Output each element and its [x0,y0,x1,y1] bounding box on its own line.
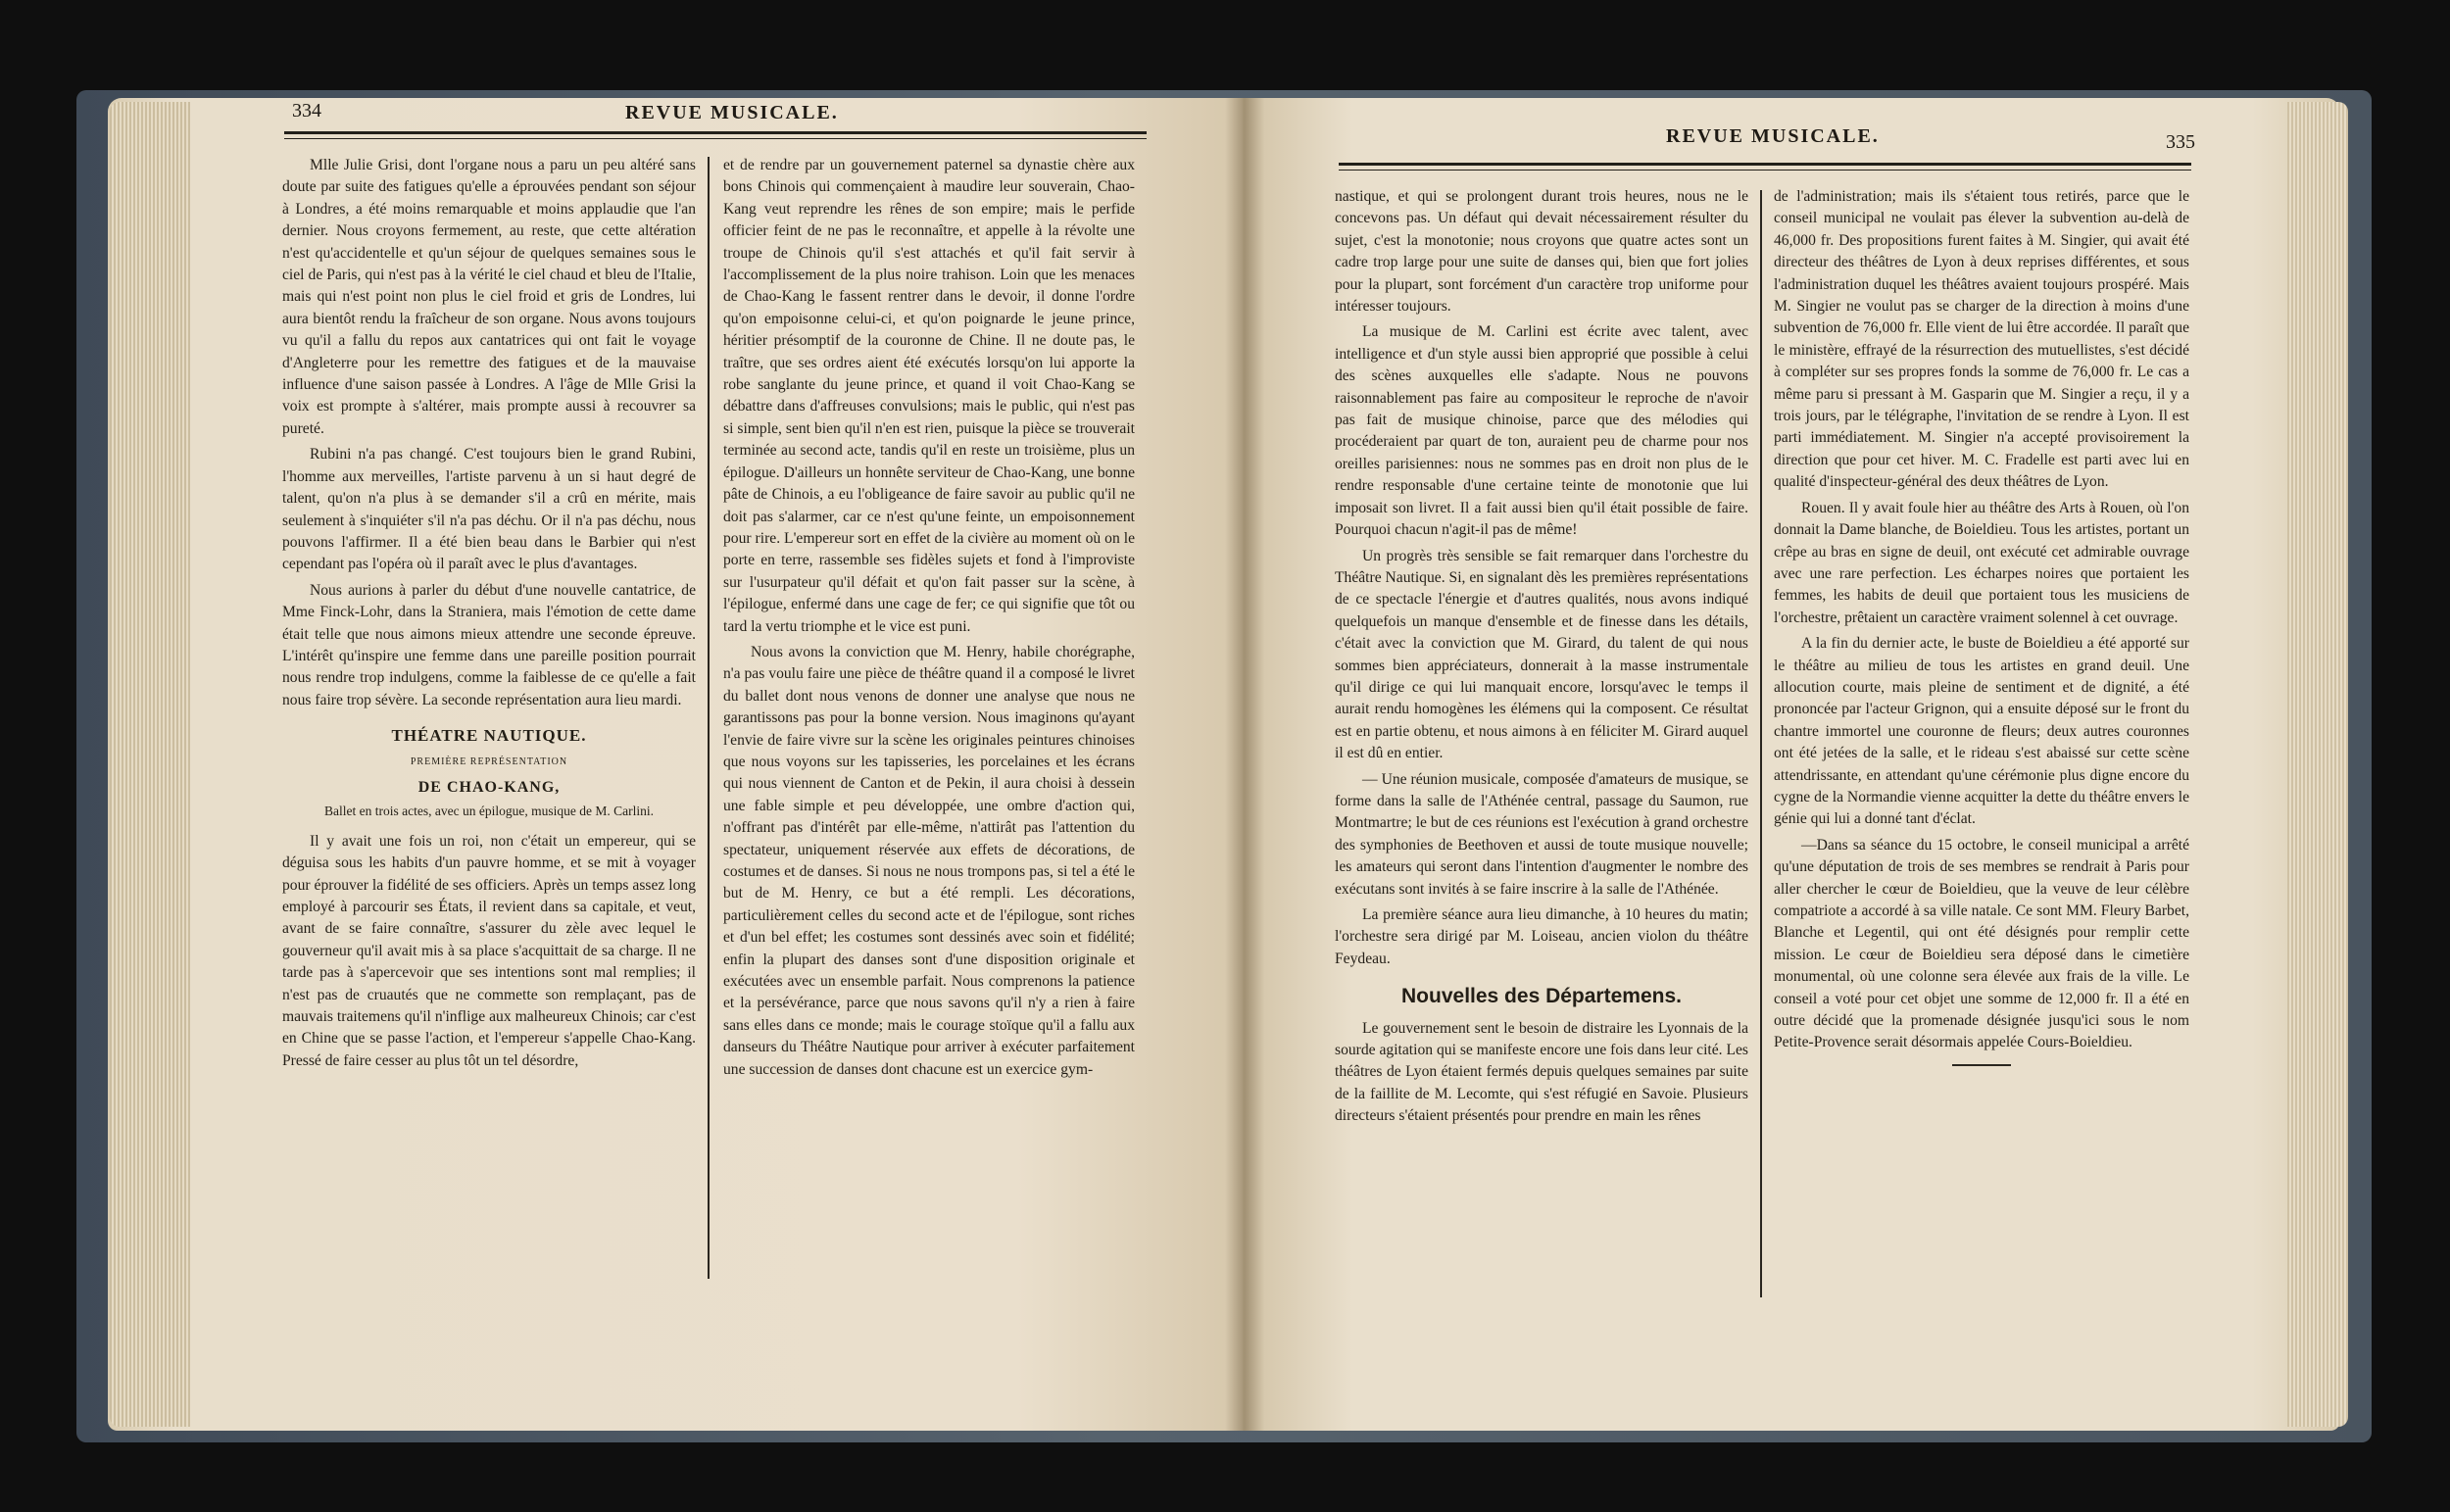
header-rule-left-thin [284,138,1147,139]
paragraph: La première séance aura lieu dimanche, à 10 heures du matin; l'orchestre sera dirigé par M. Loiseau, ancien violon du théâtre Feydeau. [1335,906,1748,967]
end-rule [1952,1064,2011,1066]
column-divider-right [1760,190,1762,1297]
department-news-title: Nouvelles des Départemens. [1401,985,1682,1008]
left-page-edges [110,102,190,1427]
paragraph: Nous aurions à parler du début d'une nouvelle cantatrice, de Mme Finck-Lohr, dans la Straniera, mais l'émotion de cette dame était telle que nous aimons mieux attendre une seconde épreuve. L'intérêt qu'inspire une femme dans une pareille position pourrait nous rendre trop indulgens, comme la faiblesse de ce qu'elle a fait nous faire trop sévère. La seconde représentation aura lieu mardi. [282,581,696,708]
paragraph: Rouen. Il y avait foule hier au théâtre des Arts à Rouen, où l'on donnait la Dame blanche, de Boieldieu. Tous les artistes, portant un crêpe au bras en signe de deuil, ont exécuté cet admirable ouvrage avec une rare perfection. Les écharpes noires que portaient les femmes, les habits de deuil que portaient tous les musiciens de l'orchestre, prêtaient un caractère vraiment solennel à cet ouvrage. [1774,499,2189,626]
running-header-right: REVUE MUSICALE. [1666,125,1880,147]
right-page-edges [2287,102,2348,1427]
section-credit: Ballet en trois actes, avec un épilogue, musique de M. Carlini. [324,804,654,819]
page-number-left: 334 [292,100,321,122]
paragraph: Rubini n'a pas changé. C'est toujours bien le grand Rubini, l'homme aux merveilles, l'artiste parvenu à un si haut degré de talent, qu'on n'a plus à se demander s'il a crû en mérite, mais seulement à s'inquiéter s'il n'a pas déchu. Or il n'a pas déchu, nous pouvons l'affirmer. Il a été bien beau dans le Barbier qui n'est cependant pas l'opéra où il paraît avec le plus d'avantages. [282,446,696,573]
right-page-column-1 [1335,186,1748,1298]
running-header-left: REVUE MUSICALE. [625,102,839,123]
section-subtitle: PREMIÈRE REPRÉSENTATION [410,756,568,767]
paragraph: Nous avons la conviction que M. Henry, habile chorégraphe, n'a pas voulu faire une pièce de théâtre quand il a composé le livret du ballet dont nous venons de donner une analyse que nous ne garantissons pas pour la bonne version. Nous imaginons qu'ayant l'envie de faire vivre sur la scène les originales peintures chinoises que nous voyons sur les tapisseries, les porcelaines et les écrans qui nous viennent de Canton et de Pekin, il aura choisi à dessein une fable simple et peu développée, une ombre d'action qui, n'offrant pas d'intérêt par elle-même, n'attirât pas l'attention du spectateur, uniquement réservée aux effets de décorations, de costumes et de danses. Si nous ne nous trompons pas, si tel a été le but de M. Henry, ce but a été rempli. Les décorations, particulièrement celles du second acte et de l'épilogue, sont riches et d'un bel effet; les costumes sont dessinés avec soin et fidélité; enfin la plupart des danses sont d'une disposition originale et exécutées avec un ensemble parfait. Nous comprenons la patience et la persévérance, parce que nous savons qu'il n'y a rien à faire sans elles dans ce monde; mais le courage stoïque qu'il a fallu aux danseurs du Théâtre Nautique pour arriver à exécuter parfaitement une succession de danses dont chacune est un exercice gym- [723,643,1135,1078]
paragraph: Le gouvernement sent le besoin de distraire les Lyonnais de la sourde agitation qui se manifeste encore une fois dans leur cité. Les théâtres de Lyon étaient fermés depuis quelques semaines par suite de la faillite de M. Lecomte, qui s'est réfugié en Savoie. Plusieurs directeurs s'étaient présentés pour prendre en main les rênes [1335,1019,1748,1125]
header-rule-left [284,131,1147,134]
book-gutter [1225,98,1264,1431]
paragraph: Un progrès très sensible se fait remarquer dans l'orchestre du Théâtre Nautique. Si, en signalant dès les premières représentations de ce spectacle l'énergie et d'autres qualités, nous avons indiqué quelquefois un manque d'ensemble et de finesse dans les détails, c'était avec la conviction que M. Girard, du talent de qui nous sommes bien appréciateurs, donnerait à la masse instrumentale qu'il dirige ce qui lui manquait encore, lorsqu'avec le temps il aurait rendu homogènes les élémens qui la composent. Ce résultat est en partie obtenu, et nous aimons à en féliciter M. Girard auquel il est dû en entier. [1335,547,1748,762]
header-rule-right-thin [1339,170,2191,171]
right-page-column-2 [1774,186,2189,1298]
section-title: THÉATRE NAUTIQUE. [391,726,587,746]
left-page-column-2 [723,155,1135,1272]
paragraph: Il y avait une fois un roi, non c'était un empereur, qui se déguisa sous les habits d'un pauvre homme, et se mit à voyager pour éprouver la fidélité de ses officiers. Après un temps assez long employé à parcourir ses États, il revient dans sa capitale, et veut, avant de se faire connaître, s'assurer du zèle avec lequel le gouverneur qu'il avait mis à sa place s'acquittait de sa charge. Il ne tarde pas à s'apercevoir que ses intentions sont mal remplies; il n'est pas de cruautés que ne commette son remplaçant, pas de mauvais traitemens qu'il n'inflige aux malheureux Chinois; car c'est en Chine que se passe l'action, et l'empereur s'appelle Chao-Kang. Pressé de faire cesser au plus tôt un tel désordre, [282,832,696,1069]
paragraph: — Une réunion musicale, composée d'amateurs de musique, se forme dans la salle de l'Athénée central, passage du Saumon, rue Montmartre; le but de ces réunions est l'exécution à grand orchestre des symphonies de Beethoven et aussi de toute musique nouvelle; les amateurs qui seront dans l'intention d'augmenter le nombre des exécutans sont invités à se faire inscrire à la salle de l'Athénée. [1335,770,1748,898]
left-page-column-1 [282,155,696,1272]
paragraph: A la fin du dernier acte, le buste de Boieldieu a été apporté sur le théâtre au milieu de tous les artistes en grand deuil. Une allocution courte, mais pleine de sentiment et de dignité, a été prononcée par l'acteur Grignon, qui a ensuite déposé sur le front du chantre immortel une couronne de fleurs; deux autres couronnes ont été jetées de la salle, et le rideau s'est abaissé sur cette scène attendrissante, en attendant qu'une cérémonie plus digne encore du cygne de la Normandie vienne acquitter la dette du théâtre envers le génie qui lui a donné tant d'éclat. [1774,635,2189,828]
paragraph: de l'administration; mais ils s'étaient tous retirés, parce que le conseil municipal ne voulait pas élever la subvention au-delà de 46,000 fr. Des propositions furent faites à M. Singier, qui avait été directeur des théâtres de Lyon à deux reprises différentes, et sous l'administration duquel les théâtres avaient toujours prospéré. Mais M. Singier ne voulut pas se charger de la direction à moins d'une subvention de 76,000 fr. Elle vient de lui être accordée. Il paraît que le ministère, effrayé de la résurrection des mutuellistes, s'est décidé à compléter sur ses propres fonds la somme de 76,000 fr. Le cas a même paru si pressant à M. Gasparin que M. Singier a reçu, il y a trois jours, par le télégraphe, l'invitation de se rendre à Lyon. Il est parti immédiatement. M. Singier n'a accepté provisoirement la direction que pour cet hiver. M. C. Fradelle est parti avec lui en qualité d'inspecteur-général des deux théâtres de Lyon. [1774,188,2189,491]
page-number-right: 335 [2166,131,2195,153]
paragraph: —Dans sa séance du 15 octobre, le conseil municipal a arrêté qu'une députation de trois de ses membres se rendrait à Paris pour aller chercher le cœur de Boieldieu, que la veuve de leur célèbre compatriote a accordé à sa ville natale. Ce sont MM. Fleury Barbet, Blanche et Legentil, qui ont été désignés pour remplir cette mission. Le cœur de Boieldieu sera déposé dans le cimetière monumental, où une colonne sera élevée aux frais de la ville. Le conseil a voté pour cet objet une somme de 12,000 fr. Il a été en outre décidé que la promenade désignée jusqu'ici sous le nom Petite-Provence serait désormais appelée Cours-Boieldieu. [1774,836,2189,1051]
header-rule-right [1339,163,2191,166]
section-heading: DE CHAO-KANG, [417,778,561,796]
paragraph: La musique de M. Carlini est écrite avec talent, avec intelligence et d'un style aussi bien approprié que possible à celui des scènes auxquelles elle s'adapte. Nous ne pouvons raisonnablement pas faire au compositeur le reproche de n'avoir pas fait de musique chinoise, parce que des mélodies qui procéderaient par quart de ton, auraient peu de charme pour nos oreilles parisiennes: nous ne sommes pas en droit non plus de le rendre responsable d'une certaine teinte de monotonie que lui imposait son livret. Il a fait aussi bien qu'il était possible de faire. Pourquoi chacun n'agit-il pas de même! [1335,323,1748,539]
paragraph: et de rendre par un gouvernement paternel sa dynastie chère aux bons Chinois qui commençaient à maudire leur souverain, Chao-Kang veut reprendre les rênes de son empire; mais le perfide officier feint de ne pas le reconnaître, et appelle à la révolte une troupe de Chinois qu'il s'est attachés et qu'il fait servir à l'accomplissement de la plus noire trahison. Loin que les menaces de Chao-Kang le fassent rentrer dans le devoir, il donne l'ordre qu'on empoisonne celui-ci, et qu'on poignarde le jeune prince, héritier présomptif de la couronne de Chine. Il ne doute pas, le traître, que ses ordres aient été exécutés lorsqu'on lui apporte la robe sanglante du jeune prince, et quand il voit Chao-Kang se débattre dans d'affreuses convulsions; mais le public, qui n'est pas si simple, sent bien qu'il n'en est rien, puisque la pièce se trouverait terminée au second acte, tandis qu'il en reste un troisième, plus un épilogue. D'ailleurs un honnête serviteur de Chao-Kang, une bonne pâte de Chinois, a eu l'obligeance de faire savoir au public qu'il ne doit pas s'alarmer, car ce n'est qu'une feinte, un empoisonnement pour rire. L'empereur sort en effet de la civière au moment où on le porte en terre, rassemble ses fidèles sujets et fond à l'improviste sur l'usurpateur qu'il défait et qu'on fait passer sur la scène, à l'épilogue, enfermé dans une cage de fer; ce qui signifie que tôt ou tard la vertu triomphe et le vice est puni. [723,157,1135,635]
paragraph: Mlle Julie Grisi, dont l'organe nous a paru un peu altéré sans doute par suite des fatigues qu'elle a éprouvées pendant son séjour à Londres, a été moins remarquable et moins applaudie que l'an dernier. Nous croyons fermement, au reste, que cette altération n'est qu'accidentelle et qu'un séjour de quelques semaines sous le ciel de Paris, qui n'est pas à la vérité le ciel chaud et bleu de l'Italie, mais qui n'est point non plus le ciel froid et gris de Londres, lui aura bientôt rendu la fraîcheur de son organe. Nous avons toujours vu qu'il a fallu du repos aux cantatrices qui ont fait le voyage d'Angleterre pour les remettre des fatigues et de la mauvaise influence d'une saison passée à Londres. A l'âge de Mlle Grisi la voix est prompte à s'altérer, mais prompte aussi à recouvrer sa pureté. [282,157,696,437]
column-divider-left [708,157,710,1279]
paragraph: nastique, et qui se prolongent durant trois heures, nous ne le concevons pas. Un défaut qui devait nécessairement résulter du sujet, c'est la monotonie; nous croyons que quatre actes sont un cadre trop large pour une suite de danses qui, bien que fort jolies pour la plupart, sont forcément d'un caractère trop uniforme pour intéresser toujours. [1335,188,1748,316]
